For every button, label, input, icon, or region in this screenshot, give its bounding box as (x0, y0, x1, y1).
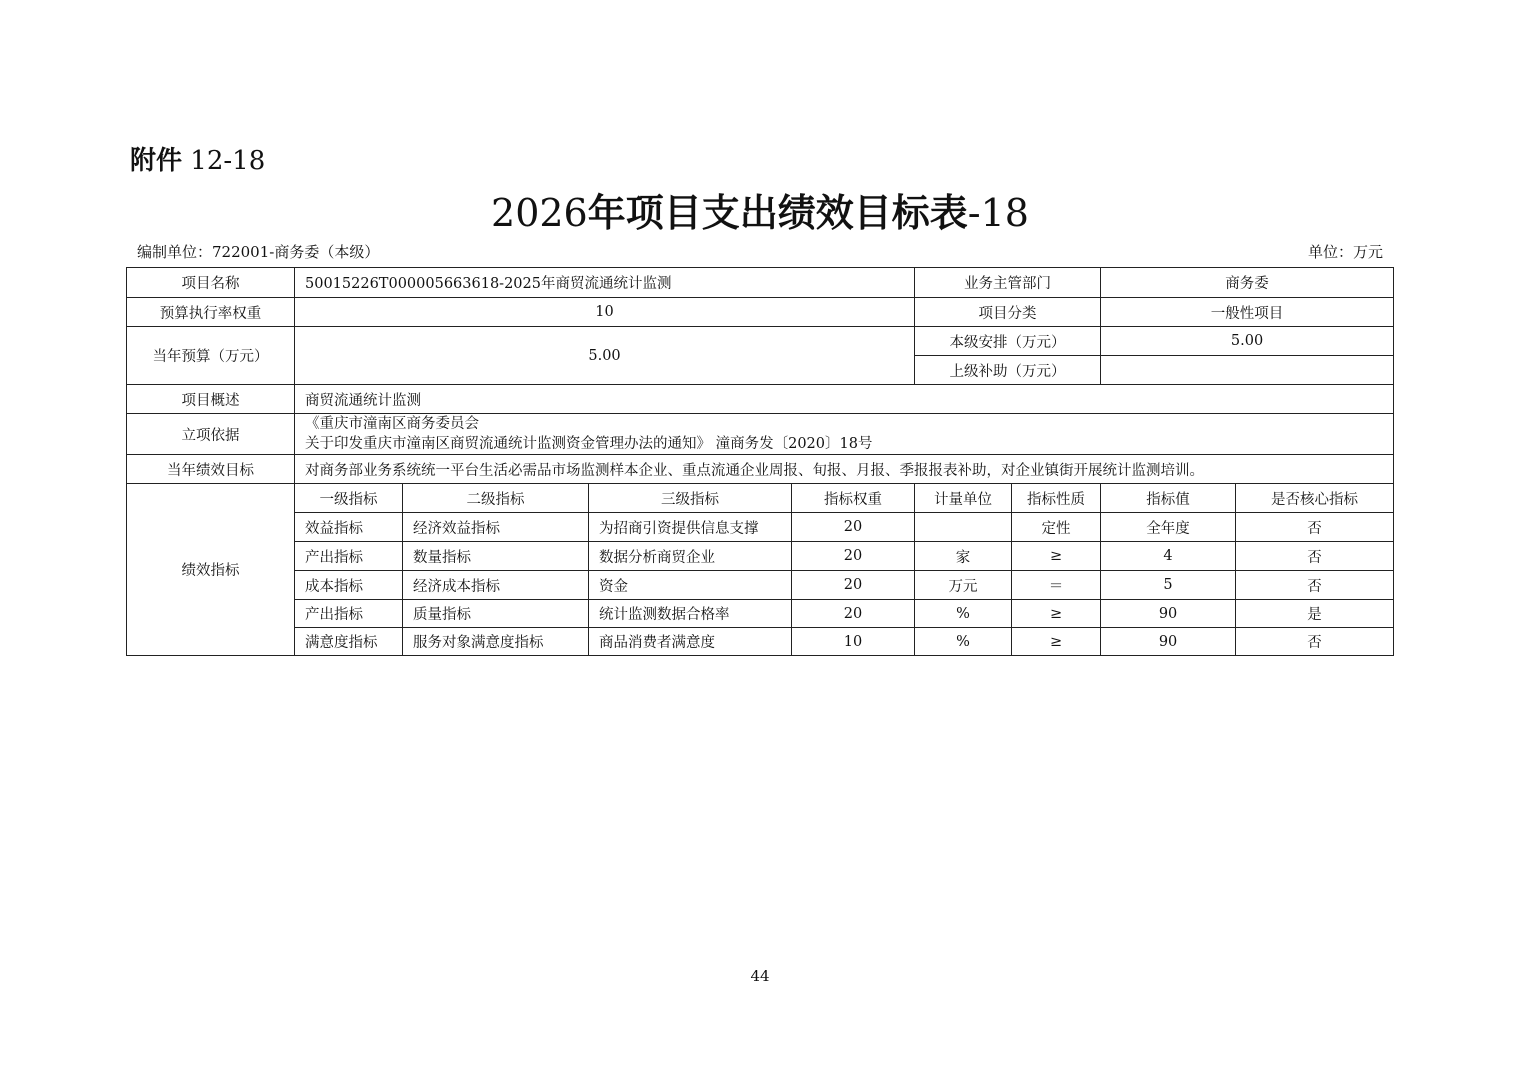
row-project-name (127, 268, 1394, 298)
table-row (127, 542, 1394, 571)
level1-cell: 满意度指标 (295, 628, 403, 656)
unit-cell: 家 (915, 542, 1012, 571)
column-header: 一级指标 (295, 484, 403, 513)
core-cell: 否 (1236, 513, 1394, 542)
indicator-header-row (127, 484, 1394, 513)
level2-cell: 经济成本指标 (403, 571, 589, 600)
department-value: 商务委 (1101, 268, 1394, 298)
column-header: 计量单位 (915, 484, 1012, 513)
level2-cell: 质量指标 (403, 600, 589, 628)
unit-cell: 万元 (915, 571, 1012, 600)
subsidy-label: 上级补助（万元） (915, 356, 1101, 385)
column-header: 是否核心指标 (1236, 484, 1394, 513)
compiling-unit: 编制单位：722001-商务委（本级） (137, 243, 380, 261)
row-budget-local (127, 327, 1394, 356)
currency-unit: 单位：万元 (1307, 243, 1383, 261)
core-cell: 否 (1236, 542, 1394, 571)
project-name-value: 50015226T000005663618-2025年商贸流通统计监测 (295, 268, 915, 298)
level3-cell: 统计监测数据合格率 (589, 600, 792, 628)
row-goal (127, 455, 1394, 484)
overview-label: 项目概述 (127, 385, 295, 414)
level2-cell: 服务对象满意度指标 (403, 628, 589, 656)
level3-cell: 为招商引资提供信息支撑 (589, 513, 792, 542)
value-cell: 全年度 (1101, 513, 1236, 542)
nature-cell: 定性 (1012, 513, 1101, 542)
level3-cell: 商品消费者满意度 (589, 628, 792, 656)
local-value: 5.00 (1101, 327, 1394, 356)
value-cell: 90 (1101, 628, 1236, 656)
column-header: 二级指标 (403, 484, 589, 513)
core-cell: 否 (1236, 628, 1394, 656)
basis-line-2: 关于印发重庆市潼南区商贸流通统计监测资金管理办法的通知》 潼商务发〔2020〕18号 (305, 436, 873, 452)
nature-cell: ＝ (1012, 571, 1101, 600)
title-year: 2026 (491, 191, 588, 235)
department-label: 业务主管部门 (915, 268, 1101, 298)
table-row (127, 571, 1394, 600)
basis-value (295, 414, 1394, 455)
table-row (127, 513, 1394, 542)
page-title (0, 188, 1520, 238)
value-cell: 5 (1101, 571, 1236, 600)
column-header: 三级指标 (589, 484, 792, 513)
local-label: 本级安排（万元） (915, 327, 1101, 356)
column-header: 指标权重 (792, 484, 915, 513)
attachment-label (130, 143, 265, 179)
unit-cell: % (915, 628, 1012, 656)
level2-cell: 经济效益指标 (403, 513, 589, 542)
nature-cell: ≥ (1012, 628, 1101, 656)
row-weight (127, 298, 1394, 327)
unit-cell: % (915, 600, 1012, 628)
attachment-prefix: 附件 (130, 146, 183, 176)
weight-cell: 20 (792, 571, 915, 600)
level2-cell: 数量指标 (403, 542, 589, 571)
value-cell: 4 (1101, 542, 1236, 571)
basis-line-1: 《重庆市潼南区商务委员会 (305, 416, 479, 432)
column-header: 指标值 (1101, 484, 1236, 513)
page-number: 44 (750, 967, 770, 985)
budget-label: 当年预算（万元） (127, 327, 295, 385)
level1-cell: 效益指标 (295, 513, 403, 542)
project-name-label: 项目名称 (127, 268, 295, 298)
weight-cell: 20 (792, 542, 915, 571)
row-overview (127, 385, 1394, 414)
table-row (127, 628, 1394, 656)
level3-cell: 资金 (589, 571, 792, 600)
weight-value: 10 (295, 298, 915, 327)
weight-cell: 10 (792, 628, 915, 656)
indicators-section-label: 绩效指标 (127, 484, 295, 656)
column-header: 指标性质 (1012, 484, 1101, 513)
attachment-number: 12-18 (190, 146, 266, 176)
weight-cell: 20 (792, 513, 915, 542)
weight-label: 预算执行率权重 (127, 298, 295, 327)
level1-cell: 产出指标 (295, 542, 403, 571)
performance-target-table (126, 267, 1394, 656)
overview-value: 商贸流通统计监测 (295, 385, 1394, 414)
table-row (127, 600, 1394, 628)
budget-value: 5.00 (295, 327, 915, 385)
goal-label: 当年绩效目标 (127, 455, 295, 484)
level1-cell: 成本指标 (295, 571, 403, 600)
value-cell: 90 (1101, 600, 1236, 628)
subsidy-value (1101, 356, 1394, 385)
title-suffix: -18 (967, 191, 1029, 235)
row-basis (127, 414, 1394, 455)
nature-cell: ≥ (1012, 542, 1101, 571)
level1-cell: 产出指标 (295, 600, 403, 628)
category-label: 项目分类 (915, 298, 1101, 327)
weight-cell: 20 (792, 600, 915, 628)
unit-cell (915, 513, 1012, 542)
level3-cell: 数据分析商贸企业 (589, 542, 792, 571)
core-cell: 是 (1236, 600, 1394, 628)
category-value: 一般性项目 (1101, 298, 1394, 327)
core-cell: 否 (1236, 571, 1394, 600)
nature-cell: ≥ (1012, 600, 1101, 628)
basis-label: 立项依据 (127, 414, 295, 455)
goal-value: 对商务部业务系统统一平台生活必需品市场监测样本企业、重点流通企业周报、旬报、月报、季报报表补助，对企业镇街开展统计监测培训。 (295, 455, 1394, 484)
title-text: 年项目支出绩效目标表 (587, 191, 968, 235)
